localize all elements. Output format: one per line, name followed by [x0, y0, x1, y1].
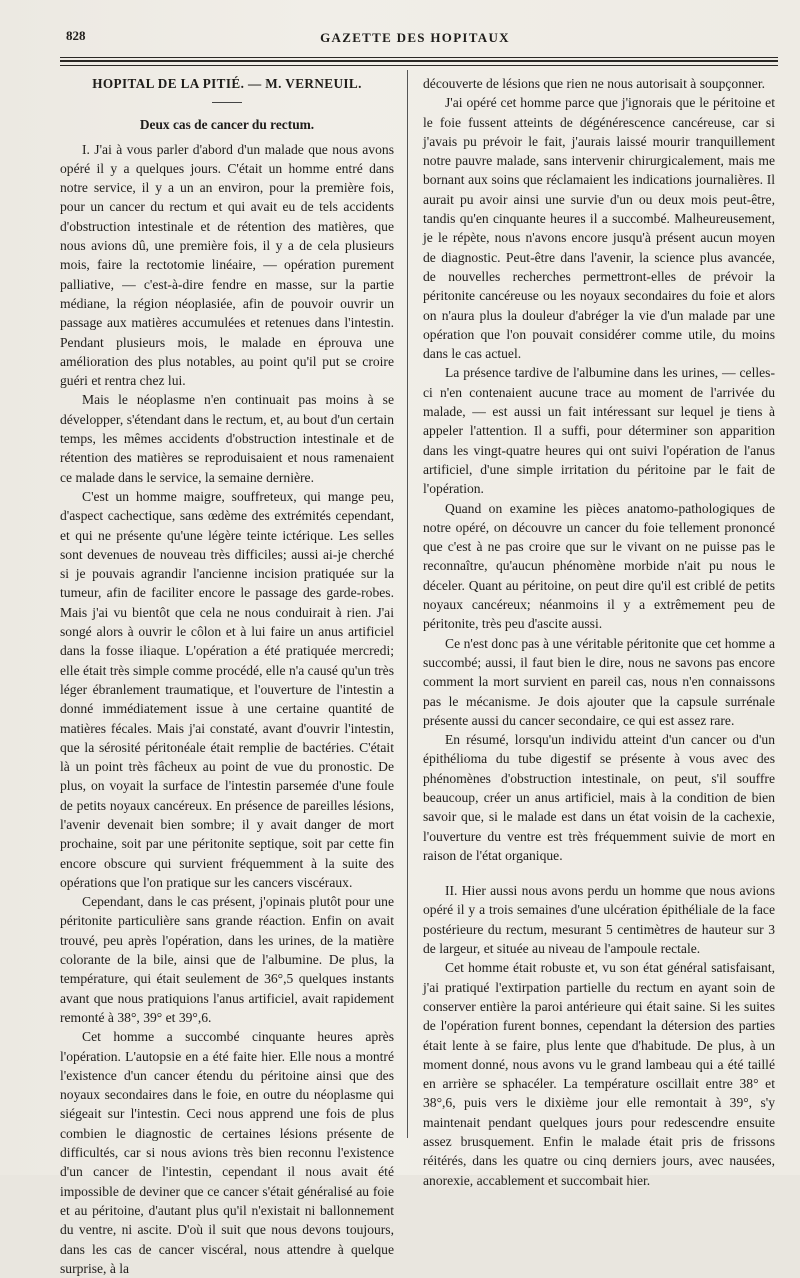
header-rule-thick	[60, 60, 778, 62]
journal-title: GAZETTE DES HOPITAUX	[320, 30, 510, 45]
header-rule-top	[60, 57, 778, 58]
article-heading: HOPITAL DE LA PITIÉ. — M. VERNEUIL.	[92, 76, 362, 91]
paragraph: Mais le néoplasme n'en continuait pas moins à se développer, s'étendant dans le rectum, et, au bout d'un certain temps, les mêmes accidents d'obstruction intestinale et de rétention des matières se reproduisaient et nous ramenaient ce malade dans le service, la semaine dernière.	[60, 392, 394, 485]
header-rule-bottom	[60, 65, 778, 66]
paragraph: Cependant, dans le cas présent, j'opinais plutôt pour une péritonite particulière sans grande réaction. Enfin on avait trouvé, peu après l'opération, dans les urines, de la matière colorante de la bile, ainsi que de l'albumine. De plus, la température, qui était seulement de 36°,5 quelques instants avant que nous pratiquions l'anus artificiel, avait rapidement remonté à 38°, 39° et 39°,6.	[60, 894, 394, 1025]
paragraph: En résumé, lorsqu'un individu atteint d'un cancer ou d'un épithélioma du tube digestif se présente à vous avec des phénomènes d'obstruction intestinale, on peut, s'il souffre beaucoup, créer un anus artificiel, mais à la condition de bien savoir que, si le malade est dans un état voisin de la cachexie, l'ouverture du ventre est très fréquemment suivie de mort en raison de l'état organique.	[423, 732, 775, 863]
running-head	[56, 28, 774, 46]
right-column	[423, 74, 775, 1190]
paragraph: Cet homme a succombé cinquante heures après l'opération. L'autopsie en a été faite hier. Elle nous a montré l'existence d'un cancer étendu du péritoine ainsi que des noyaux secondaires dans le foie, en outre du néoplasme qui siégeait sur l'intestin. Ceci nous apprend une fois de plus combien le diagnostic de certaines lésions présente de difficultés, car si nous avions très bien reconnu l'existence d'un cancer de l'intestin, cependant il nous avait été impossible de deviner que ce cancer s'était généralisé au foie et au péritoine, d'autant plus qu'il n'existait ni ballonnement du ventre, ni ascite. D'où il suit que nous devons toujours, dans les cas de cancer viscéral, nous attendre à quelque surprise, à la	[60, 1029, 394, 1276]
section-gap	[423, 865, 775, 881]
paragraph: I. J'ai à vous parler d'abord d'un malade que nous avons opéré il y a quelques jours. C'était un homme entré dans notre service, il y a un an environ, pour la première fois, pour un cancer du rectum et qui avait eu de tels accidents d'obstruction intestinale et de rétention des matières, que nous avions dû, une première fois, il y a de cela plusieurs mois, faire la rectotomie linéaire, — opération purement palliative, — c'est-à-dire fendre en masse, sur la partie médiane, la région néoplasiée, afin de pouvoir ouvrir un passage aux matières accumulées et retenues dans l'intestin. Pendant plusieurs mois, le malade en éprouva une amélioration des plus notables, au point qu'il put se croire guéri et rentra chez lui.	[60, 141, 394, 389]
page-number: 828	[66, 28, 86, 43]
paragraph: La présence tardive de l'albumine dans les urines, — celles-ci n'en contenaient aucune trace au moment de l'arrivée du malade, — est aussi un fait intéressant sur lequel je tiens à appeler l'attention. Il a suffi, pour déterminer son apparition dans les vingt-quatre heures qui ont suivi l'opération de l'anus artificiel, d'une simple irritation du péritoine par le fait de l'opération.	[423, 365, 775, 497]
paragraph: C'est un homme maigre, souffreteux, qui mange peu, d'aspect cachectique, sans œdème des extrémités cependant, et qui ne présente qu'une légère teinte ictérique. Les selles sont devenues de nouveau très difficiles; aussi ai-je cherché si je pouvais agrandir l'ancienne incision pratiquée sur la tumeur, afin de faciliter encore le passage des garde-robes. Mais j'ai vu bientôt que cela ne nous conduirait à rien. J'ai songé alors à ouvrir le côlon et à lui faire un anus artificiel dans la fosse iliaque. L'opération a été pratiquée mercredi; elle était très simple comme procédé, elle n'a causé qu'un très léger ébranlement traumatique, et l'ouverture de l'intestin a donné immédiatement issue à une certaine quantité de matières fécales. Mais j'ai constaté, avant d'ouvrir l'intestin, que la sérosité péritonéale était remplie de bactéries. C'était là un point très fâcheux au point de vue du pronostic. De plus, on voyait la surface de l'intestin parsemée d'une foule de petits noyaux cancéreux. En présence de pareilles lésions, l'avenir devenait bien sombre; il y avait danger de mort prochaine, soit par une péritonite septique, soit par cette fin encore obscure qui survient fréquemment à la suite des opérations que l'on pratique sur les cancers viscéraux.	[60, 488, 394, 890]
paragraph: Ce n'est donc pas à une véritable péritonite que cet homme a succombé; aussi, il faut bien le dire, nous ne savons pas encore comment la mort survient en pareil cas, nous n'en connaissons pas le mécanisme. Je dois ajouter que la capsule surrénale présente aussi du cancer secondaire, ce qui est assez rare.	[423, 635, 775, 728]
paragraph: découverte de lésions que rien ne nous autorisait à soupçonner.	[423, 76, 766, 91]
heading-divider	[212, 102, 242, 103]
left-column	[60, 74, 394, 1278]
paragraph: II. Hier aussi nous avons perdu un homme que nous avions opéré il y a trois semaines d'une ulcération épithéliale de la face postérieure du rectum, mesurant 5 centimètres de hauteur sur 3 de largeur, et située au niveau de l'ampoule rectale.	[423, 883, 775, 957]
paragraph: Quand on examine les pièces anatomo-pathologiques de notre opéré, on découvre un cancer du foie tellement prononcé que c'est à ne pas croire que sur le vivant on ne puisse pas le reconnaître, qu'aucun phénomène morbide n'ait pu nous le déceler. Quant au péritoine, on peut dire qu'il est criblé de petits noyaux cancéreux; néanmoins il y a extrêmement peu de péritonite, très peu d'ascite aussi.	[423, 500, 775, 632]
paragraph: J'ai opéré cet homme parce que j'ignorais que le péritoine et le foie fussent atteints de dégénérescence cancéreuse, car si j'avais pu prévoir le fait, j'aurais laissé mourir tranquillement notre pauvre malade, sans intervenir chirurgicalement, mais me bornant aux soins que réclamaient les indications journalières. Il aurait pu avoir ainsi une survie d'un ou deux mois peut-être, tandis qu'en cinquante heures il a succombé. Malheureusement, je le répète, nous n'avons encore jusqu'à présent aucun moyen de diagnostic. Peut-être dans l'avenir, la science plus avancée, de nouvelles recherches permettront-elles de prévoir la péritonite cancéreuse ou les noyaux secondaires du foie et alors on n'aura plus la douleur d'abréger la vie d'un malade par une opération que l'on pouvait considérer comme utile, du moins dans le cas actuel.	[423, 95, 775, 362]
article-subtitle: Deux cas de cancer du rectum.	[139, 117, 315, 133]
column-divider	[407, 70, 408, 1138]
paragraph: Cet homme était robuste et, vu son état général satisfaisant, j'ai pratiqué l'extirpation partielle du rectum en ayant soin de conserver entière la paroi antérieure qui était saine. Si les suites de l'opération furent bonnes, cependant la détersion des parties était lente à se faire, plus lente que d'habitude. De plus, à un moment donné, nous avons vu le grand lambeau qui a été taillé en arrière se sphacéler. La température oscillait entre 38° et 38°,6, puis vers le dixième jour elle remontait à 39°, s'y maintenait pendant quelques jours pour redescendre ensuite assez brusquement. Enfin le malade était pris de frissons réitérés, dans les quatre ou cinq derniers jours, avec nausées, anorexie, accablement et succombait hier.	[423, 960, 775, 1188]
